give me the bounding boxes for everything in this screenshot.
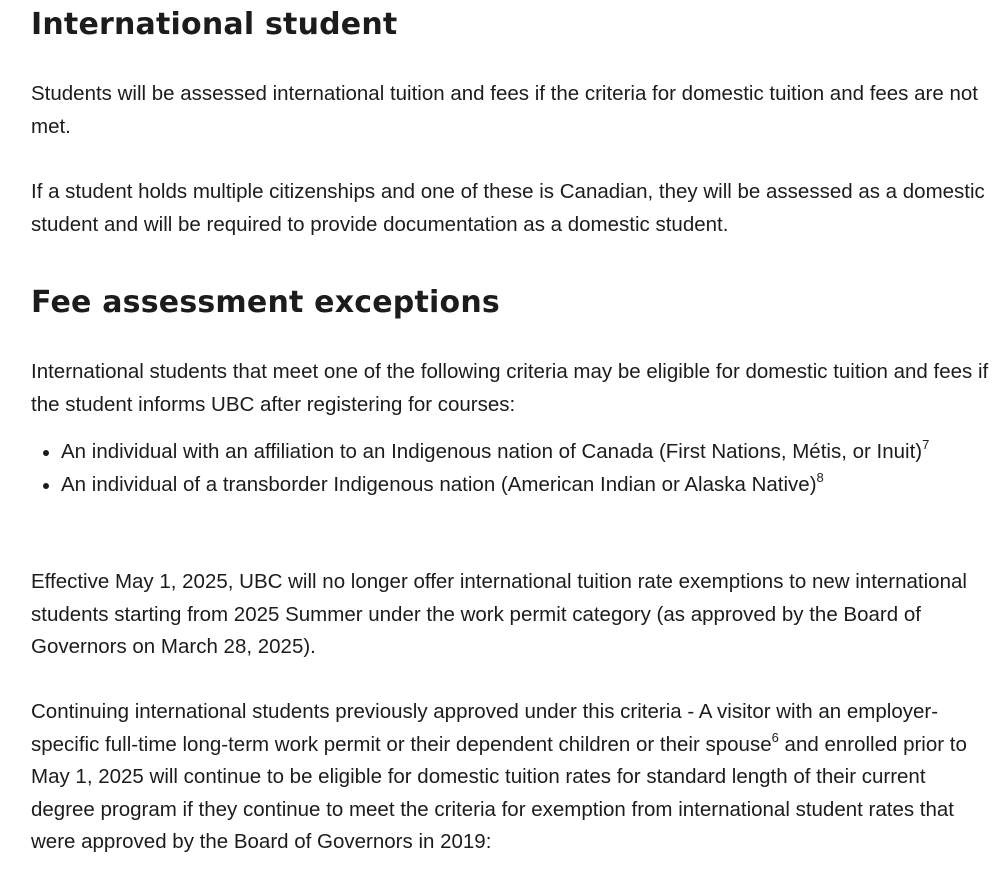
section-heading-fee-assessment-exceptions: Fee assessment exceptions xyxy=(31,285,500,320)
section-heading-international-student: International student xyxy=(31,7,398,42)
paragraph-continuing-students xyxy=(31,696,991,859)
paragraph-international-criteria: Students will be assessed international tuition and fees if the criteria for domestic tuition and fees are not met. xyxy=(31,82,978,138)
paragraph-exceptions-intro: International students that meet one of the following criteria may be eligible for domestic tuition and fees if the student informs UBC after registering for courses: xyxy=(31,360,989,416)
list-item-text: An individual of a transborder Indigenous nation (American Indian or Alaska Native) xyxy=(61,472,817,496)
continuing-text-part-2: and enrolled prior to May 1, 2025 will continue to be eligible for domestic tuition rates for standard length of their current degree program if they continue to meet the criteria for exemption from international student rates that were approved by the Board of Governors in 2019: xyxy=(31,732,967,853)
list-item xyxy=(61,469,1001,502)
continuing-text-part-1: Continuing international students previously approved under this criteria - A visitor with an employer-specific full-time long-term work permit or their dependent children or their spouse xyxy=(31,700,939,756)
list-item-text: An individual with an affiliation to an Indigenous nation of Canada (First Nations, Métis, or Inuit) xyxy=(61,440,923,463)
list-item xyxy=(61,436,1001,469)
footnote-link[interactable]: 7 xyxy=(922,437,930,452)
exceptions-criteria-list xyxy=(31,436,1001,501)
paragraph-work-permit-change: Effective May 1, 2025, UBC will no longer offer international tuition rate exemptions to new international students starting from 2025 Summer under the work permit category (as approved by the Board of Governors on March 28, 2025). xyxy=(31,570,967,658)
footnote-link[interactable]: 6 xyxy=(771,729,779,745)
footnote-link[interactable]: 8 xyxy=(816,469,824,485)
paragraph-multiple-citizenships: If a student holds multiple citizenships and one of these is Canadian, they will be assessed as a domestic student and will be required to provide documentation as a domestic student. xyxy=(31,180,985,236)
